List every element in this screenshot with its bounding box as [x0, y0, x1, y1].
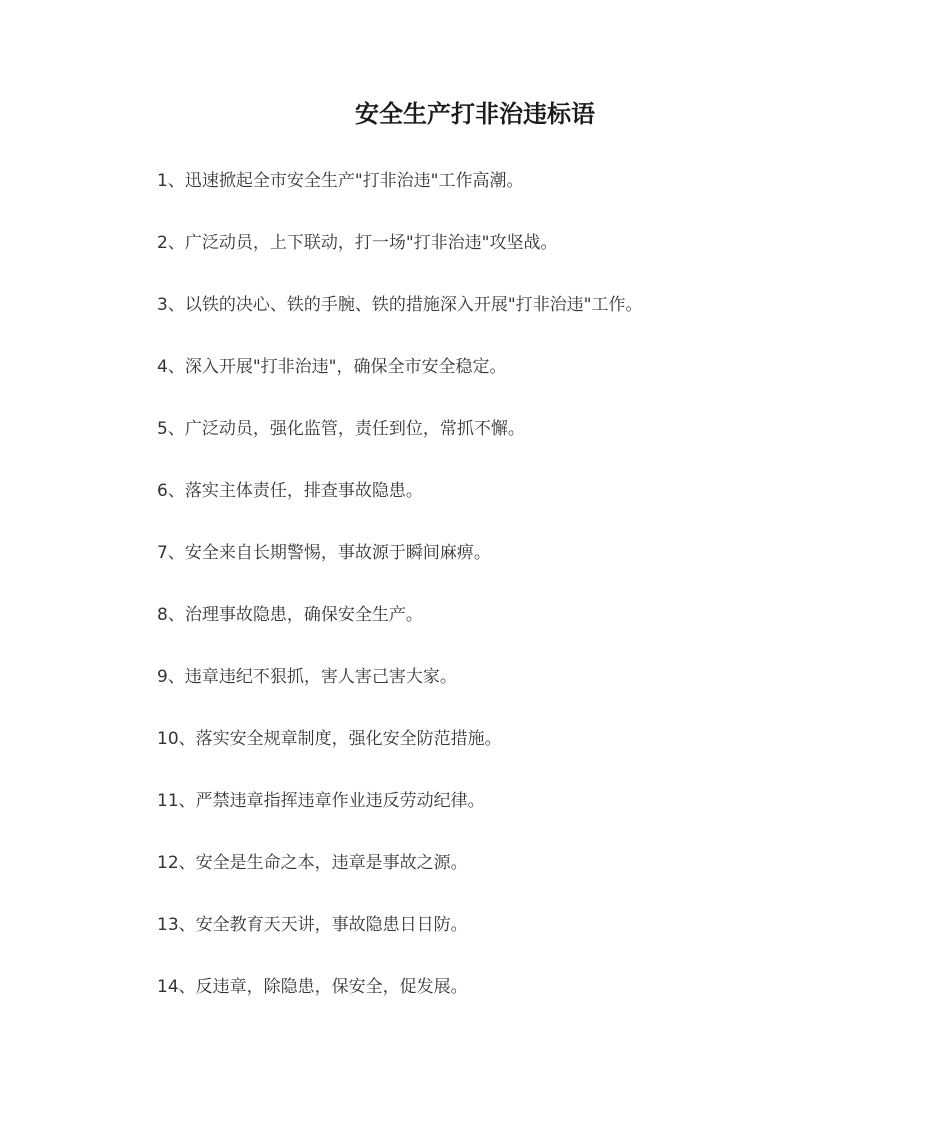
- slogan-item: 8、治理事故隐患，确保安全生产。: [157, 605, 423, 625]
- slogan-item: 14、反违章，除隐患，保安全，促发展。: [157, 977, 468, 997]
- slogan-item: 9、违章违纪不狠抓，害人害己害大家。: [157, 667, 457, 687]
- slogan-item: 11、严禁违章指挥违章作业违反劳动纪律。: [157, 791, 485, 811]
- slogan-list: [157, 168, 857, 1036]
- slogan-item: 5、广泛动员，强化监管，责任到位，常抓不懈。: [157, 419, 525, 439]
- slogan-item: 13、安全教育天天讲，事故隐患日日防。: [157, 915, 468, 935]
- slogan-item: 1、迅速掀起全市安全生产"打非治违"工作高潮。: [157, 171, 524, 191]
- slogan-item: 4、深入开展"打非治违"，确保全市安全稳定。: [157, 357, 507, 377]
- document-title: 安全生产打非治违标语: [355, 100, 595, 128]
- slogan-item: 7、安全来自长期警惕，事故源于瞬间麻痹。: [157, 543, 491, 563]
- slogan-item: 10、落实安全规章制度，强化安全防范措施。: [157, 729, 502, 749]
- slogan-item: 2、广泛动员，上下联动，打一场"打非治违"攻坚战。: [157, 233, 558, 253]
- slogan-item: 6、落实主体责任，排查事故隐患。: [157, 481, 423, 501]
- slogan-item: 12、安全是生命之本，违章是事故之源。: [157, 853, 468, 873]
- slogan-item: 3、以铁的决心、铁的手腕、铁的措施深入开展"打非治违"工作。: [157, 295, 643, 315]
